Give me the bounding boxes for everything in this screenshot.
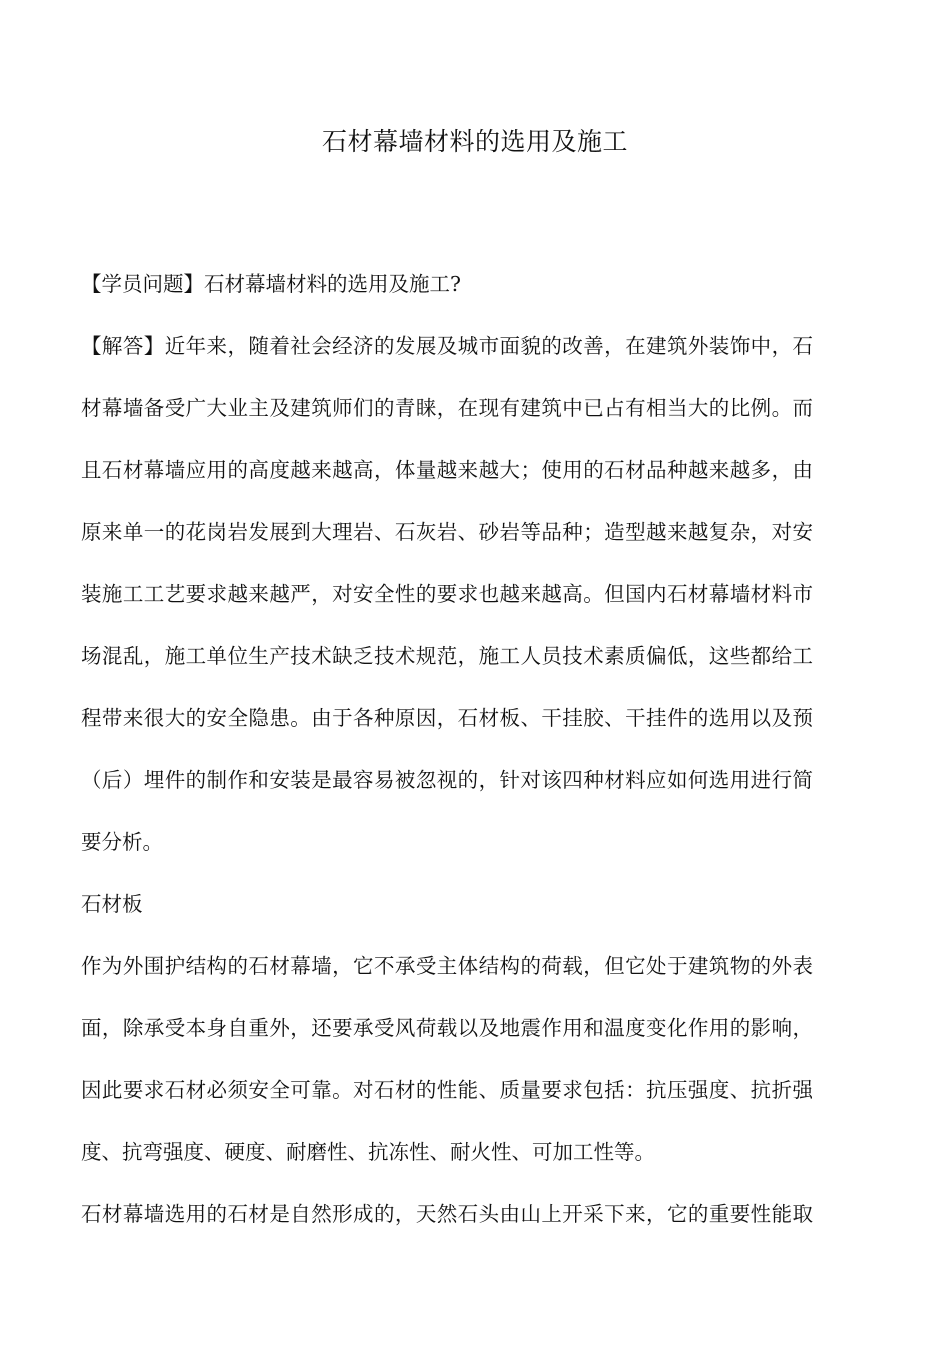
section-line-4: 度、抗弯强度、硬度、耐磨性、抗冻性、耐火性、可加工性等。 bbox=[81, 1140, 655, 1164]
answer-line-5: 装施工工艺要求越来越严，对安全性的要求也越来越高。但国内石材幕墙材料市 bbox=[81, 582, 813, 606]
section-line-3: 因此要求石材必须安全可靠。对石材的性能、质量要求包括：抗压强度、抗折强 bbox=[81, 1078, 813, 1102]
answer-line-7: 程带来很大的安全隐患。由于各种原因，石材板、干挂胶、干挂件的选用以及预 bbox=[81, 706, 813, 730]
answer-line-1: 【解答】近年来，随着社会经济的发展及城市面貌的改善，在建筑外装饰中，石 bbox=[81, 334, 813, 358]
answer-line-8: （后）埋件的制作和安装是最容易被忽视的，针对该四种材料应如何选用进行简 bbox=[81, 768, 813, 792]
section-paragraph bbox=[81, 948, 813, 1196]
answer-line-2: 材幕墙备受广大业主及建筑师们的青睐，在现有建筑中已占有相当大的比例。而 bbox=[81, 396, 813, 420]
section-line-2: 面，除承受本身自重外，还要承受风荷载以及地震作用和温度变化作用的影响， bbox=[81, 1016, 813, 1040]
answer-line-4: 原来单一的花岗岩发展到大理岩、石灰岩、砂岩等品种；造型越来越复杂，对安 bbox=[81, 520, 813, 544]
section-heading: 石材板 bbox=[81, 892, 143, 916]
last-paragraph bbox=[81, 1196, 813, 1258]
document-body bbox=[81, 266, 813, 1258]
answer-line-6: 场混乱，施工单位生产技术缺乏技术规范，施工人员技术素质偏低，这些都给工 bbox=[81, 644, 813, 668]
section-line-1: 作为外围护结构的石材幕墙，它不承受主体结构的荷载，但它处于建筑物的外表 bbox=[81, 954, 813, 978]
question-line: 【学员问题】石材幕墙材料的选用及施工? bbox=[81, 272, 461, 296]
last-paragraph-line-1: 石材幕墙选用的石材是自然形成的，天然石头由山上开采下来，它的重要性能取 bbox=[81, 1202, 813, 1226]
document-title: 石材幕墙材料的选用及施工 bbox=[321, 127, 628, 156]
answer-paragraph bbox=[81, 328, 813, 886]
answer-line-9: 要分析。 bbox=[81, 830, 163, 854]
answer-line-3: 且石材幕墙应用的高度越来越高，体量越来越大；使用的石材品种越来越多，由 bbox=[81, 458, 813, 482]
